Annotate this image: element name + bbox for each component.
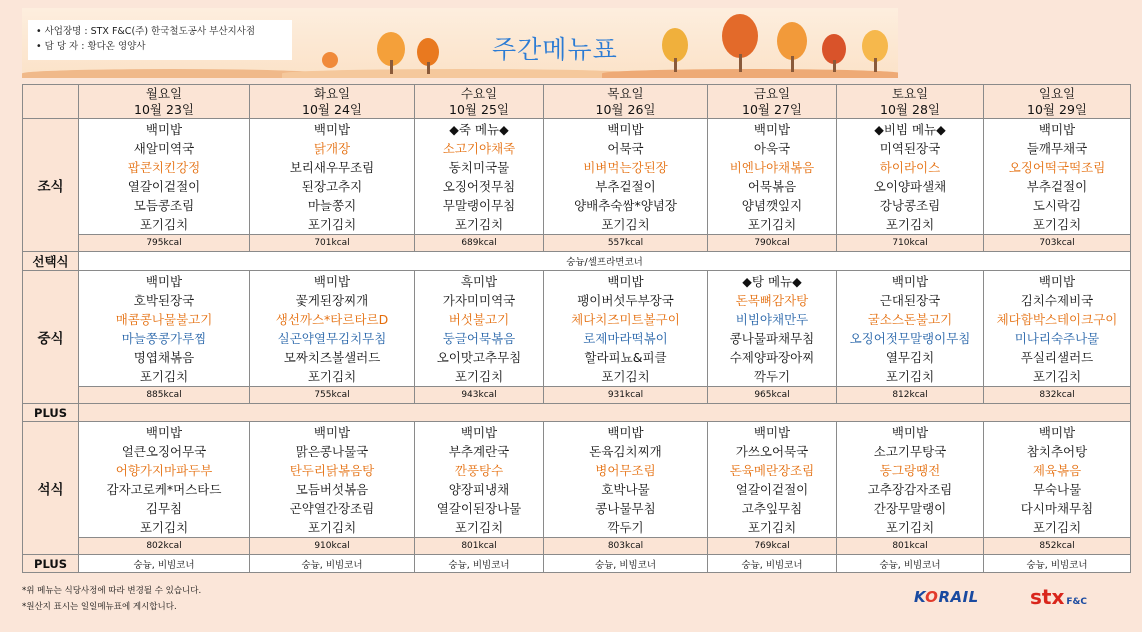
tree-trunk: [739, 54, 742, 72]
dish-item: 하이라이스: [879, 160, 941, 175]
kcal-cell: 885kcal: [79, 387, 250, 404]
dish-item: 굴소스돈불고기: [867, 312, 953, 327]
lunch-label: 중식: [23, 271, 79, 404]
dinner-menu-cell: [544, 422, 708, 538]
dish-item: 가자미미역국: [442, 293, 516, 308]
dish-item: 포기김치: [307, 217, 357, 232]
dish-item: 생선까스*타르타르D: [275, 312, 389, 327]
dish-item: 깍두기: [607, 520, 644, 535]
day-name: 월요일: [145, 85, 183, 101]
kcal-cell: 755kcal: [250, 387, 415, 404]
ground-decoration: [282, 69, 642, 78]
dish-item: 동치미국물: [448, 160, 510, 175]
dish-item: 부추계란국: [448, 444, 510, 459]
plus-bottom-label: PLUS: [23, 555, 79, 573]
dish-item: 간장무말랭이: [873, 501, 947, 516]
dish-item: 호박된장국: [133, 293, 195, 308]
plus-item-cell: 숭늉, 비빔코너: [837, 555, 984, 573]
plus-item-cell: 숭늉, 비빔코너: [250, 555, 415, 573]
dish-item: 어향가지마파두부: [115, 463, 213, 478]
dish-item: 양장피냉채: [448, 482, 510, 497]
dish-item: 부추겉절이: [595, 179, 656, 194]
dish-item: 포기김치: [747, 217, 797, 232]
stx-logo-sub: F&C: [1066, 597, 1087, 607]
dish-item: 오징어떡국떡조림: [1008, 160, 1106, 175]
dinner-menu-cell: [837, 422, 984, 538]
day-date: 10월 24일: [302, 101, 362, 117]
dish-item: 꽃게된장찌개: [295, 293, 369, 308]
dish-item: 참치추어탕: [1026, 444, 1088, 459]
site-info-row: • 사업장명 : STX F&C(주) 한국철도공사 부산지사점: [36, 26, 256, 37]
breakfast-menu-cell: [984, 119, 1131, 235]
kcal-cell: 965kcal: [708, 387, 837, 404]
dish-item: ◆죽 메뉴◆: [449, 122, 509, 137]
dish-item: 곤약열간장조림: [289, 501, 375, 516]
kcal-cell: 931kcal: [544, 387, 708, 404]
dish-item: 포기김치: [454, 369, 504, 384]
day-date: 10월 26일: [595, 101, 656, 117]
dish-item: 깐풍탕수: [454, 463, 504, 478]
dish-item: 콩나물무침: [595, 501, 656, 516]
day-name: 목요일: [607, 85, 644, 101]
dish-item: 백미밥: [891, 274, 929, 289]
dish-item: 맑은콩나물국: [295, 444, 369, 459]
dish-item: 백미밥: [1038, 122, 1076, 137]
site-info-box: [28, 20, 292, 60]
kcal-cell: 795kcal: [79, 235, 250, 252]
dish-item: 포기김치: [139, 369, 189, 384]
dish-item: 미나리숙주나물: [1014, 331, 1100, 346]
day-name: 수요일: [460, 85, 498, 101]
dish-item: 백미밥: [313, 122, 351, 137]
dish-item: 포기김치: [885, 369, 935, 384]
dish-item: 오징어젓무말랭이무침: [849, 331, 971, 346]
dish-item: 마늘쫑지: [307, 198, 357, 213]
dish-item: 오이양파샐채: [873, 179, 947, 194]
dish-item: 포기김치: [139, 217, 189, 232]
corner-cell: [23, 85, 79, 119]
dish-item: 포기김치: [307, 520, 357, 535]
plus-item-cell: 숭늉, 비빔코너: [415, 555, 544, 573]
dish-item: 양념깻잎지: [741, 198, 803, 213]
lunch-menu-cell: [544, 271, 708, 387]
site-value: STX F&C(주) 한국철도공사 부산지사점: [90, 26, 256, 37]
kcal-cell: 801kcal: [415, 538, 544, 555]
tree-trunk: [791, 56, 794, 72]
dish-item: 포기김치: [601, 369, 650, 384]
dish-item: 할라피뇨&피클: [584, 350, 667, 365]
selection-text: 숭늉/셀프라면코너: [79, 252, 1131, 271]
dish-item: 비빔야채만두: [735, 312, 809, 327]
dish-item: 김치수제비국: [1020, 293, 1094, 308]
dish-item: 실곤약열무김치무침: [277, 331, 387, 346]
dish-item: 체다함박스테이크구이: [996, 312, 1118, 327]
dish-item: 팝콘치킨강정: [127, 160, 201, 175]
day-header-sun: [984, 85, 1131, 119]
tree-trunk: [674, 58, 677, 72]
dish-item: 열갈이된장나물: [436, 501, 522, 516]
dinner-menu-cell: [984, 422, 1131, 538]
pumpkin-icon: [322, 52, 338, 68]
day-header-thu: [544, 85, 708, 119]
dish-item: 호박나물: [601, 482, 650, 497]
dinner-menu-cell: [250, 422, 415, 538]
kcal-cell: 943kcal: [415, 387, 544, 404]
dish-item: 백미밥: [607, 425, 644, 440]
lunch-menu-cell: [837, 271, 984, 387]
breakfast-menu-cell: [544, 119, 708, 235]
plus-item-cell: 숭늉, 비빔코너: [544, 555, 708, 573]
dish-item: 새알미역국: [133, 141, 195, 156]
dish-item: 돈육김치찌개: [589, 444, 662, 459]
dish-item: 오이맛고추무침: [436, 350, 522, 365]
dinner-menu-cell: [415, 422, 544, 538]
korail-logo: KORAIL: [914, 588, 979, 606]
dish-item: 백미밥: [145, 425, 183, 440]
dinner-menu-cell: [79, 422, 250, 538]
lunch-menu-cell: [79, 271, 250, 387]
page-title: 주간메뉴표: [492, 35, 618, 64]
dish-item: 돈육메란장조림: [729, 463, 815, 478]
dish-item: 얼큰오징어무국: [121, 444, 207, 459]
dish-item: 보리새우무조림: [289, 160, 375, 175]
dish-item: 백미밥: [1038, 274, 1076, 289]
stx-logo: [1030, 585, 1087, 609]
kcal-cell: 802kcal: [79, 538, 250, 555]
dish-item: 탄두리닭볶음탕: [289, 463, 375, 478]
dish-item: 포기김치: [1032, 217, 1082, 232]
kcal-cell: 803kcal: [544, 538, 708, 555]
dish-item: 비엔나야채볶음: [729, 160, 815, 175]
lunch-menu-cell: [708, 271, 837, 387]
dish-item: ◆탕 메뉴◆: [742, 274, 802, 289]
breakfast-menu-cell: [79, 119, 250, 235]
kcal-cell: 832kcal: [984, 387, 1131, 404]
kcal-cell: 790kcal: [708, 235, 837, 252]
header-banner: [22, 8, 898, 78]
breakfast-kcal-row: [23, 235, 1131, 252]
breakfast-menu-cell: [708, 119, 837, 235]
dish-item: 포기김치: [139, 520, 189, 535]
dish-item: 포기김치: [885, 520, 935, 535]
dish-item: 백미밥: [460, 425, 498, 440]
kcal-cell: 801kcal: [837, 538, 984, 555]
lunch-menu-cell: [415, 271, 544, 387]
dish-item: 고추잎무침: [741, 501, 803, 516]
dish-item: 열갈이겉절이: [127, 179, 201, 194]
dish-item: 병어무조림: [595, 463, 656, 478]
tree-icon: [662, 28, 688, 62]
plus-item-cell: 숭늉, 비빔코너: [79, 555, 250, 573]
dinner-label: 석식: [23, 422, 79, 555]
kcal-cell: 701kcal: [250, 235, 415, 252]
dish-item: 백미밥: [145, 122, 183, 137]
plus-bottom-row: [23, 555, 1131, 573]
dish-item: 들깨무채국: [1026, 141, 1088, 156]
dish-item: ◆비빔 메뉴◆: [874, 122, 946, 137]
dish-item: 얼갈이겉절이: [735, 482, 809, 497]
kcal-cell: 689kcal: [415, 235, 544, 252]
dish-item: 백미밥: [753, 425, 791, 440]
dish-item: 포기김치: [601, 217, 650, 232]
dish-item: 고추장감자조림: [867, 482, 953, 497]
dish-item: 포기김치: [454, 217, 504, 232]
dish-item: 매콤콩나물불고기: [115, 312, 213, 327]
dish-item: 미역된장국: [879, 141, 941, 156]
dish-item: 포기김치: [454, 520, 504, 535]
dish-item: 백미밥: [313, 425, 351, 440]
dish-item: 모짜치즈볼샐러드: [283, 350, 381, 365]
dish-item: 근대된장국: [879, 293, 941, 308]
tree-trunk: [427, 62, 430, 74]
plus-item-cell: 숭늉, 비빔코너: [984, 555, 1131, 573]
lunch-menu-cell: [250, 271, 415, 387]
dish-item: 로제마라떡볶이: [583, 331, 668, 346]
footnote-2: *원산지 표시는 일일메뉴표에 게시합니다.: [22, 602, 177, 612]
breakfast-menu-cell: [250, 119, 415, 235]
dish-item: 소고기야채죽: [442, 141, 516, 156]
kcal-cell: 769kcal: [708, 538, 837, 555]
dish-item: 팽이버섯두부장국: [577, 293, 674, 308]
dish-item: 돈목뼈감자탕: [735, 293, 809, 308]
dish-item: 포기김치: [1032, 520, 1082, 535]
dish-item: 포기김치: [747, 520, 797, 535]
tree-trunk: [390, 60, 393, 74]
dish-item: 둥글어묵볶음: [442, 331, 516, 346]
tree-trunk: [874, 58, 877, 72]
dish-item: 어묵국: [607, 141, 644, 156]
day-header-mon: [79, 85, 250, 119]
site-label: 사업장명 :: [44, 26, 91, 37]
dish-item: 포기김치: [1032, 369, 1082, 384]
dish-item: 김무침: [145, 501, 183, 516]
day-name: 일요일: [1038, 85, 1076, 101]
day-name: 토요일: [891, 85, 929, 101]
plus-item-cell: 숭늉, 비빔코너: [708, 555, 837, 573]
dish-item: 버섯불고기: [448, 312, 510, 327]
ground-decoration: [22, 69, 322, 78]
day-header-sat: [837, 85, 984, 119]
manager-info-row: • 담 당 자 : 황다온 영양사: [36, 41, 146, 52]
dish-item: 아욱국: [753, 141, 791, 156]
dish-item: 마늘쫑콩가루찜: [121, 331, 207, 346]
footnote-1: *위 메뉴는 식당사정에 따라 변경될 수 있습니다.: [22, 586, 202, 596]
dish-item: 동그랑땡전: [879, 463, 941, 478]
kcal-cell: 910kcal: [250, 538, 415, 555]
tree-icon: [777, 22, 807, 60]
breakfast-row: [23, 119, 1131, 235]
dish-item: 깍두기: [753, 369, 791, 384]
dish-item: 수제양파장아찌: [729, 350, 815, 365]
weekly-menu-table: [22, 84, 1131, 573]
dish-item: 명엽채볶음: [133, 350, 195, 365]
plus-mid-label: PLUS: [23, 404, 79, 422]
stx-logo-text: stx: [1030, 585, 1065, 609]
manager-value: 황다온 영양사: [87, 41, 146, 52]
dish-item: 닭개장: [313, 141, 351, 156]
day-date: 10월 23일: [134, 101, 194, 117]
dinner-kcal-row: [23, 538, 1131, 555]
dish-item: 백미밥: [753, 122, 791, 137]
dish-item: 열무김치: [885, 350, 935, 365]
dish-item: 다시마채무침: [1020, 501, 1094, 516]
day-header-fri: [708, 85, 837, 119]
day-name: 화요일: [313, 85, 351, 101]
dish-item: 모듬버섯볶음: [295, 482, 369, 497]
ground-decoration: [602, 69, 898, 78]
dish-item: 부추겉절이: [1026, 179, 1088, 194]
dish-item: 도시락김: [1032, 198, 1082, 213]
plus-mid-empty: [79, 404, 1131, 422]
dinner-menu-cell: [708, 422, 837, 538]
tree-icon: [722, 14, 758, 58]
day-header-tue: [250, 85, 415, 119]
dish-item: 제육볶음: [1032, 463, 1082, 478]
dish-item: 백미밥: [607, 122, 644, 137]
breakfast-menu-cell: [415, 119, 544, 235]
breakfast-label: 조식: [23, 119, 79, 252]
dish-item: 백미밥: [607, 274, 644, 289]
dish-item: 포기김치: [307, 369, 357, 384]
dish-item: 흑미밥: [460, 274, 498, 289]
selection-label: 선택식: [23, 252, 79, 271]
day-date: 10월 28일: [880, 101, 940, 117]
dish-item: 감자고로케*머스타드: [106, 482, 222, 497]
kcal-cell: 812kcal: [837, 387, 984, 404]
lunch-menu-cell: [984, 271, 1131, 387]
manager-label: 담 당 자 :: [44, 41, 88, 52]
day-date: 10월 27일: [742, 101, 802, 117]
dish-item: 가쓰오어묵국: [735, 444, 809, 459]
kcal-cell: 852kcal: [984, 538, 1131, 555]
plus-mid-row: [23, 404, 1131, 422]
tree-trunk: [833, 60, 836, 72]
dish-item: 백미밥: [891, 425, 929, 440]
dish-item: 체다치즈미트볼구이: [571, 312, 680, 327]
lunch-row: [23, 271, 1131, 387]
dish-item: 무숙나물: [1032, 482, 1082, 497]
dish-item: 오징어젓무침: [442, 179, 516, 194]
dinner-row: [23, 422, 1131, 538]
dish-item: 소고기무탕국: [873, 444, 947, 459]
day-date: 10월 25일: [449, 101, 509, 117]
kcal-cell: 703kcal: [984, 235, 1131, 252]
lunch-kcal-row: [23, 387, 1131, 404]
dish-item: 된장고추지: [301, 179, 363, 194]
dish-item: 포기김치: [885, 217, 935, 232]
day-header-row: [23, 85, 1131, 119]
selection-row: [23, 252, 1131, 271]
dish-item: 비벼먹는강된장: [583, 160, 668, 175]
dish-item: 무말랭이무침: [442, 198, 516, 213]
day-name: 금요일: [753, 85, 791, 101]
dish-item: 어묵볶음: [747, 179, 797, 194]
breakfast-menu-cell: [837, 119, 984, 235]
dish-item: 백미밥: [145, 274, 183, 289]
dish-item: 강낭콩조림: [879, 198, 941, 213]
day-date: 10월 29일: [1027, 101, 1087, 117]
dish-item: 모듬콩조림: [133, 198, 195, 213]
kcal-cell: 710kcal: [837, 235, 984, 252]
day-header-wed: [415, 85, 544, 119]
dish-item: 백미밥: [1038, 425, 1076, 440]
dish-item: 콩나물파채무침: [729, 331, 815, 346]
dish-item: 푸실리샐러드: [1020, 350, 1094, 365]
dish-item: 양배추숙쌈*양념장: [574, 198, 677, 213]
kcal-cell: 557kcal: [544, 235, 708, 252]
dish-item: 백미밥: [313, 274, 351, 289]
